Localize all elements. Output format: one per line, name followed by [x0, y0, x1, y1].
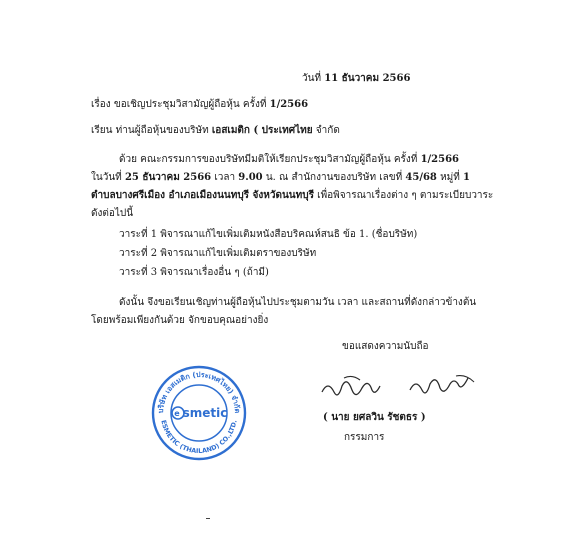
meeting-address: ตำบลบางศรีเมือง อำเภอเมืองนนทบุรี จังหวัดนนทบุรี — [91, 190, 314, 201]
time-unit: น. — [265, 172, 276, 183]
sign-off: ขอแสดงความนับถือ — [342, 341, 429, 352]
recipient-suffix: จำกัด — [315, 125, 340, 136]
moo-label: หมู่ที่ — [440, 172, 460, 183]
time-label: เวลา — [214, 172, 236, 183]
subject-number: 1/2566 — [269, 99, 309, 110]
date-label: วันที่ — [302, 73, 322, 84]
moo-number: 1 — [463, 172, 471, 183]
handwritten-signature — [318, 372, 488, 408]
subject-text: ขอเชิญประชุมวิสามัญผู้ถือหุ้น ครั้งที่ — [113, 99, 267, 110]
agenda-item-2: วาระที่ 2 พิจารณาแก้ไขเพิ่มเติมตราของบริษัท — [119, 248, 317, 259]
recipient-label: เรียน — [91, 125, 113, 136]
recipient-text: ท่านผู้ถือหุ้นของบริษัท — [115, 125, 209, 136]
body-line-2-prefix: ในวันที่ — [91, 172, 122, 183]
agenda-item-3: วาระที่ 3 พิจารณาเรื่องอื่น ๆ (ถ้ามี) — [119, 267, 269, 278]
signatory-name: ( นาย ยศลวิน รัชตธร ) — [323, 412, 426, 423]
body-line-3 — [91, 189, 493, 202]
subject-label: เรื่อง — [91, 99, 111, 110]
meeting-time: 9.00 — [238, 172, 263, 183]
body-line-3-text: เพื่อพิจารณาเรื่องต่าง ๆ ตามระเบียบวาระ — [317, 190, 494, 201]
body-line-4: ดังต่อไปนี้ — [91, 208, 134, 219]
body-line-1-number: 1/2566 — [420, 154, 460, 165]
house-number: 45/68 — [405, 172, 437, 183]
seal-graphic — [150, 364, 248, 462]
closing-line-2: โดยพร้อมเพียงกันด้วย จักขอบคุณอย่างยิ่ง — [91, 315, 269, 326]
subject-line — [91, 98, 308, 111]
closing-line-1: ดังนั้น จึงขอเรียนเชิญท่านผู้ถือหุ้นไปประชุมตามวัน เวลา และสถานที่ดังกล่าวข้างต้น — [119, 297, 477, 308]
recipient-company: เอสเมติก ( ประเทศไทย — [211, 125, 313, 136]
seal-logo-text: smetic — [182, 406, 228, 420]
meeting-date: 25 ธันวาคม 2566 — [124, 172, 212, 183]
body-line-2 — [91, 171, 470, 184]
seal-logo-e: e — [174, 409, 180, 418]
seal-thai-text: บริษัท เอสเมติก (ประเทศไทย) จำกัด — [155, 369, 243, 414]
seal-english-text: ESMETIC (THAILAND) CO.,LTD. — [159, 419, 239, 456]
company-seal — [150, 364, 248, 462]
recipient-line — [91, 124, 340, 137]
date-line — [302, 72, 410, 85]
signature-strokes — [318, 372, 488, 404]
body-line-1-text: ด้วย คณะกรรมการของบริษัทมีมติให้เรียกประชุมวิสามัญผู้ถือหุ้น ครั้งที่ — [119, 154, 418, 165]
signatory-title: กรรมการ — [344, 432, 385, 443]
meeting-place: ณ สำนักงานของบริษัท เลขที่ — [279, 172, 403, 183]
page-marker-dash — [206, 518, 210, 519]
body-line-1 — [119, 153, 459, 166]
date-value: 11 ธันวาคม 2566 — [324, 73, 411, 84]
agenda-item-1: วาระที่ 1 พิจารณาแก้ไขเพิ่มเติมหนังสือบริคณห์สนธิ ข้อ 1. (ชื่อบริษัท) — [119, 229, 418, 240]
